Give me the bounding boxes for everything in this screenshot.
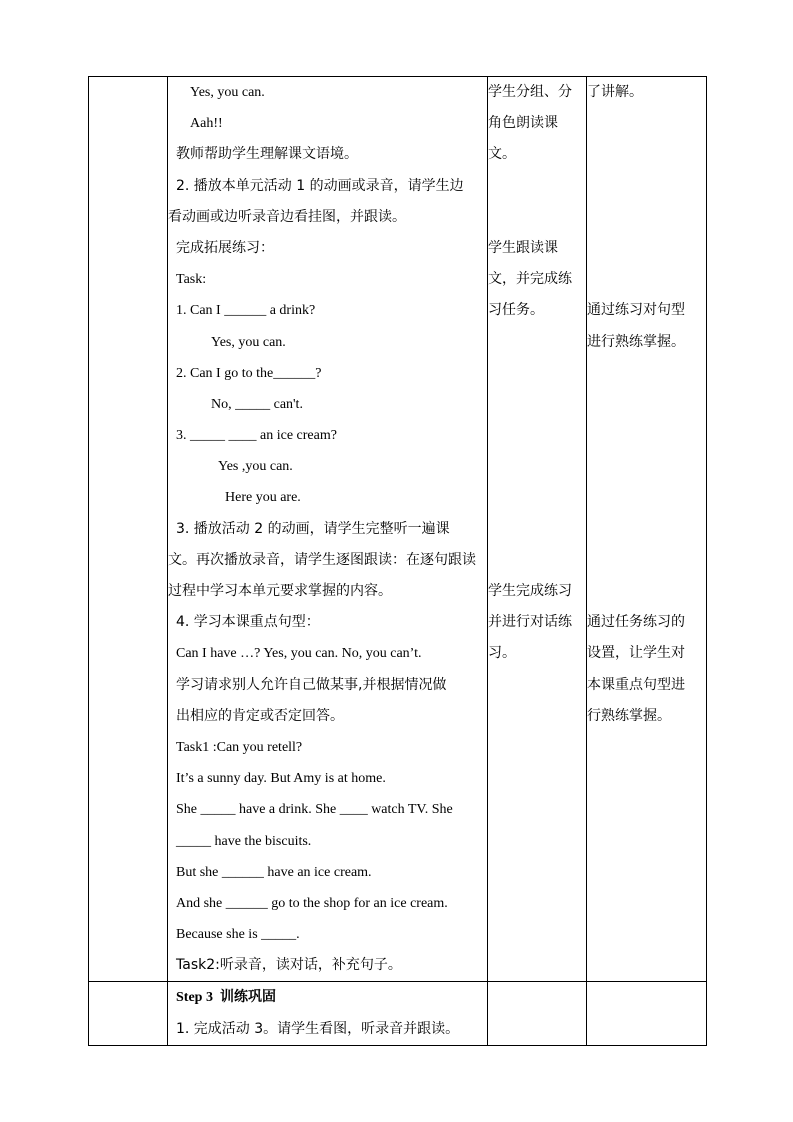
stage-cell bbox=[89, 77, 168, 982]
student-activity-cell bbox=[488, 982, 587, 1045]
design-intent-line: 进行熟练掌握。 bbox=[587, 333, 685, 350]
teacher-activity-cell bbox=[168, 77, 488, 982]
step-heading bbox=[168, 982, 487, 1013]
teacher-activity-line: _____ have the biscuits. bbox=[176, 833, 312, 849]
design-intent-cell bbox=[587, 77, 707, 982]
design-intent-line: 通过练习对句型 bbox=[587, 302, 685, 319]
teacher-activity-line: 看动画或边听录音边看挂图，并跟读。 bbox=[168, 208, 406, 225]
teacher-activity-line: 2. Can I go to the______? bbox=[176, 365, 322, 381]
teacher-activity-cell bbox=[168, 982, 488, 1045]
design-intent-line: 设置，让学生对 bbox=[587, 645, 685, 662]
teacher-activity-line: Because she is _____. bbox=[176, 927, 300, 943]
teacher-activity-line: 2. 播放本单元活动 1 的动画或录音，请学生边 bbox=[176, 177, 464, 194]
student-activity-line: 并进行对话练 bbox=[488, 614, 572, 631]
teacher-activity-line: 3. 播放活动 2 的动画，请学生完整听一遍课 bbox=[176, 520, 450, 537]
teacher-activity-line: Yes, you can. bbox=[190, 85, 265, 100]
teacher-activity-line: 过程中学习本单元要求掌握的内容。 bbox=[168, 583, 392, 599]
student-activity-line: 学生分组、分 bbox=[488, 84, 572, 100]
design-intent-cell bbox=[587, 982, 707, 1045]
teacher-activity-line: 4. 学习本课重点句型： bbox=[176, 614, 320, 631]
step-heading-label: Step 3 bbox=[176, 990, 213, 1006]
teacher-activity-line: But she ______ have an ice cream. bbox=[176, 864, 372, 880]
teacher-activity-lines bbox=[168, 77, 487, 981]
teacher-activity-line: 教师帮助学生理解课文语境。 bbox=[176, 146, 358, 163]
teacher-activity-line: 学习请求别人允许自己做某事,并根据情况做 bbox=[176, 676, 447, 693]
student-activity-line: 角色朗读课 bbox=[488, 115, 558, 132]
design-intent-line: 本课重点句型进 bbox=[587, 676, 685, 693]
teacher-activity-line: No, _____ can't. bbox=[211, 396, 303, 412]
teacher-activity-line: It’s a sunny day. But Amy is at home. bbox=[176, 771, 386, 787]
student-activity-line: 文。 bbox=[488, 146, 516, 163]
design-intent-line: 行熟练掌握。 bbox=[587, 707, 671, 724]
teacher-activity-line: 出相应的肯定或否定回答。 bbox=[176, 707, 344, 724]
lesson-plan-table bbox=[88, 76, 707, 1046]
teacher-activity-line: And she ______ go to the shop for an ice cream. bbox=[176, 895, 448, 911]
teacher-activity-line: Task2:听录音，读对话，补充句子。 bbox=[176, 957, 402, 974]
student-activity-cell bbox=[488, 77, 587, 982]
design-intent-line: 了讲解。 bbox=[587, 84, 643, 100]
design-intent-line: 通过任务练习的 bbox=[587, 614, 685, 631]
teacher-activity-line: 完成拓展练习： bbox=[176, 239, 274, 256]
teacher-activity-line: Can I have …? Yes, you can. No, you can’t. bbox=[176, 646, 422, 662]
teacher-activity-line: Here you are. bbox=[225, 490, 301, 506]
student-activity-line: 习。 bbox=[488, 645, 516, 662]
teacher-activity-line: Yes, you can. bbox=[211, 334, 286, 350]
teacher-activity-line: 3. _____ ____ an ice cream? bbox=[176, 428, 337, 444]
teacher-activity-line: Aah!! bbox=[190, 116, 223, 132]
student-activity-line: 学生跟读课 bbox=[488, 239, 558, 256]
table-row bbox=[89, 982, 707, 1045]
student-activity-blocks bbox=[488, 77, 586, 670]
teacher-activity-line: She _____ have a drink. She ____ watch TV. She bbox=[176, 802, 453, 818]
teacher-activity-line: 1. Can I ______ a drink? bbox=[176, 303, 316, 319]
teacher-activity-line: 文。再次播放录音，请学生逐图跟读：在逐句跟读 bbox=[168, 551, 476, 568]
student-activity-line: 学生完成练习 bbox=[488, 583, 572, 599]
teacher-activity-line: Yes ,you can. bbox=[218, 459, 293, 475]
teacher-activity-line: Task1 :Can you retell? bbox=[176, 739, 303, 755]
table-row bbox=[89, 77, 707, 982]
student-activity-line: 习任务。 bbox=[488, 302, 544, 319]
stage-cell bbox=[89, 982, 168, 1045]
teacher-activity-line: Task: bbox=[176, 272, 207, 288]
design-intent-blocks bbox=[587, 77, 706, 732]
step-heading-cn: 训练巩固 bbox=[219, 989, 276, 1006]
step-instruction: 1. 完成活动 3。请学生看图，听录音并跟读。 bbox=[176, 1020, 460, 1037]
student-activity-line: 文，并完成练 bbox=[488, 271, 572, 288]
